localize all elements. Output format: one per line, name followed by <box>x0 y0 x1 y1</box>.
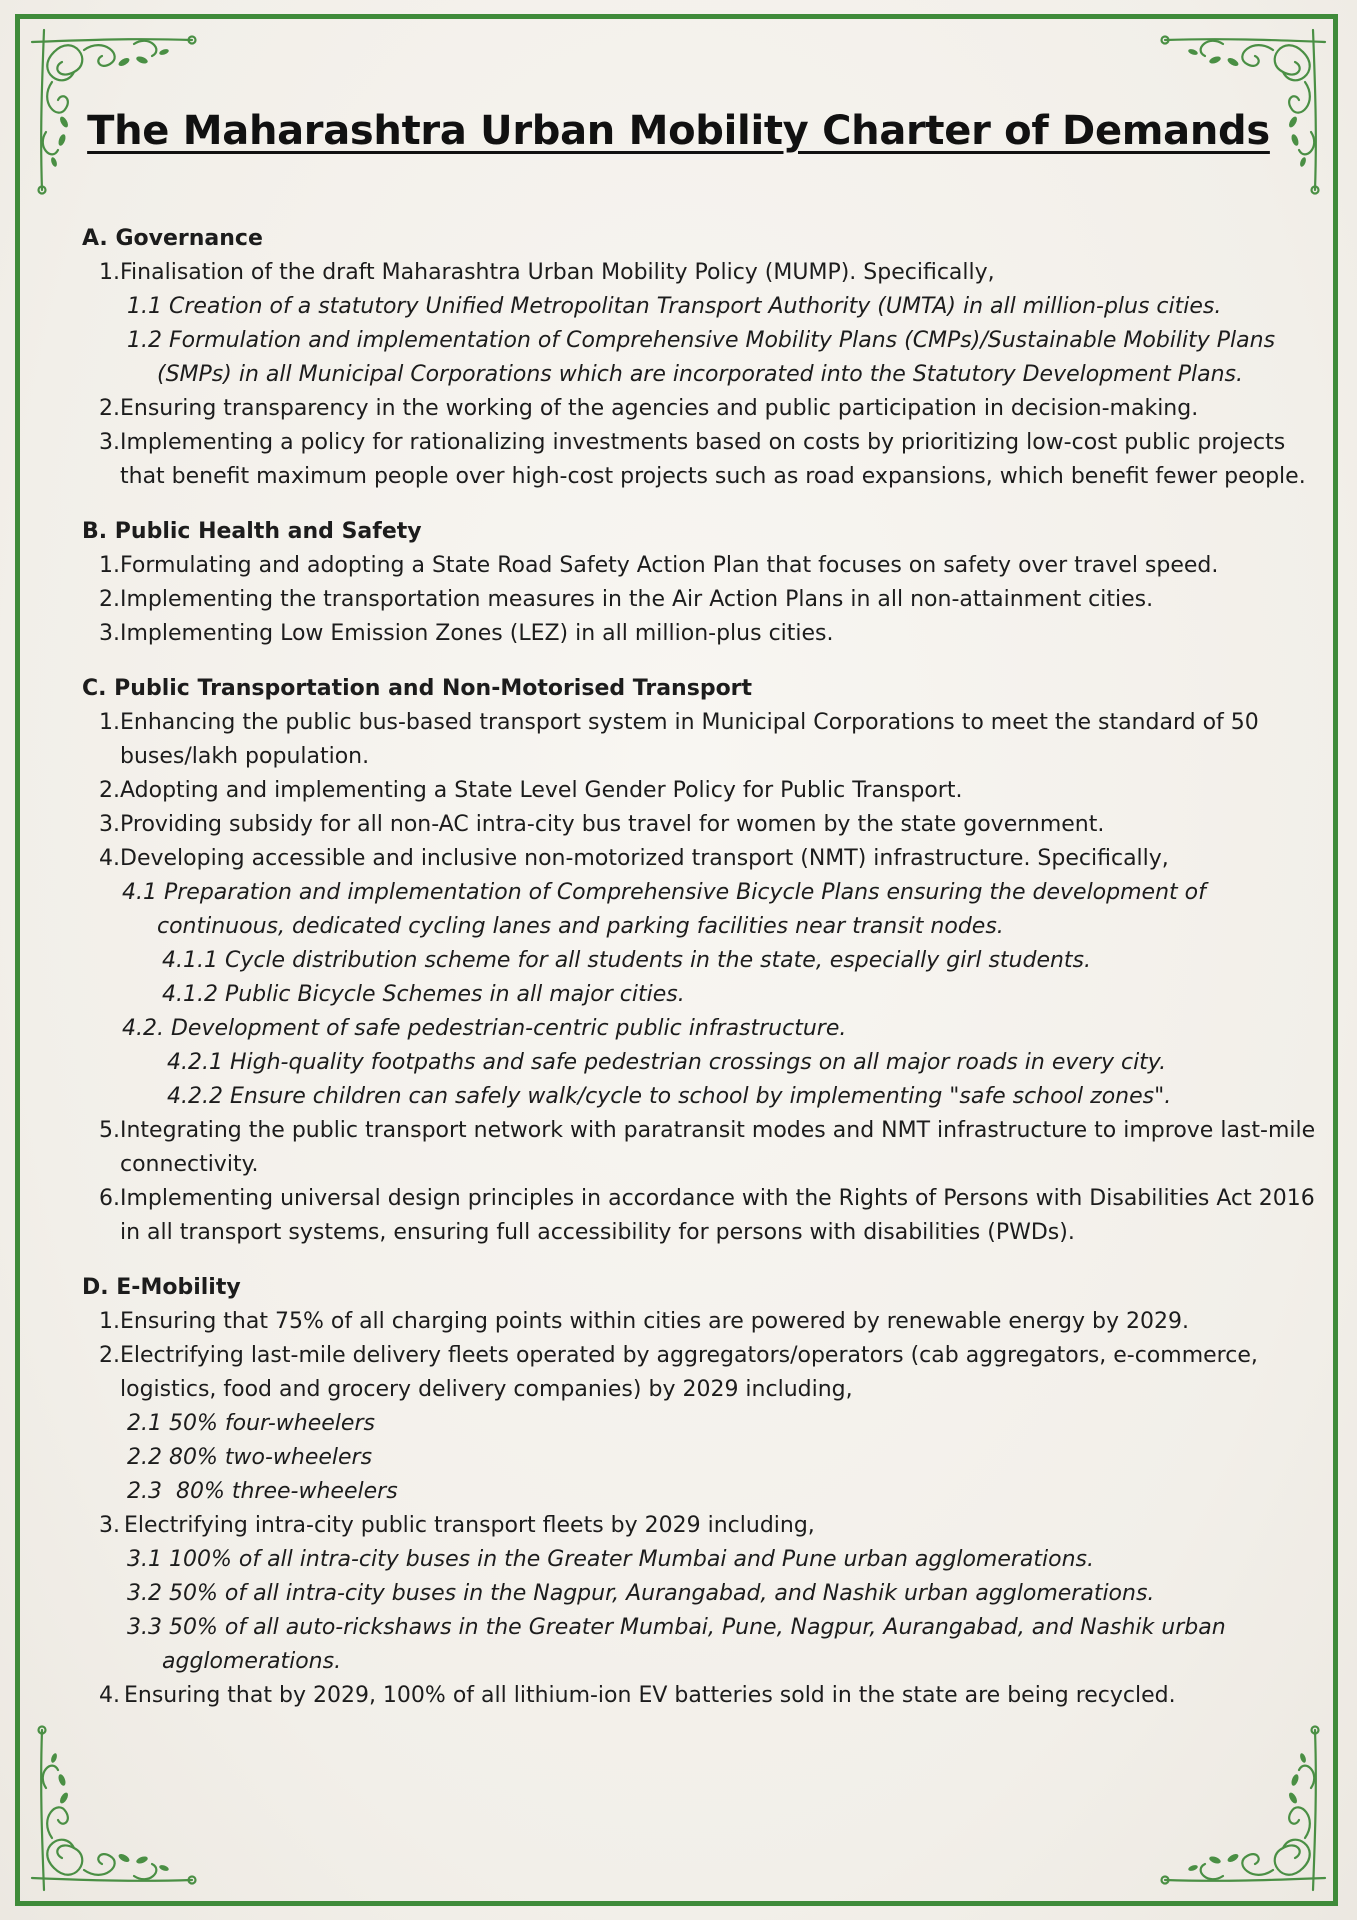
section-governance <box>82 222 1327 494</box>
item-text: Finalisation of the draft Maharashtra Urban Mobility Policy (MUMP). Specifically, <box>120 260 995 285</box>
item-number: 2. <box>99 778 120 803</box>
sub-item: 2.2 80% two-wheelers <box>127 1445 373 1470</box>
item-number: 3. <box>99 812 120 837</box>
sub-item: 1.1 Creation of a statutory Unified Metropolitan Transport Authority (UMTA) in all million-plus cities. <box>127 294 1222 319</box>
sub-item-continuation: continuous, dedicated cycling lanes and parking facilities near transit nodes. <box>157 914 1004 939</box>
sub-item-continuation: (SMPs) in all Municipal Corporations which are incorporated into the Statutory Development Plans. <box>157 362 1243 387</box>
item-number: 2. <box>99 396 120 421</box>
sub-item: 3.3 50% of all auto-rickshaws in the Greater Mumbai, Pune, Nagpur, Aurangabad, and Nashik urban <box>127 1615 1226 1640</box>
floral-corner-ornament-icon <box>24 1718 204 1898</box>
item-text: Ensuring that 75% of all charging points within cities are powered by renewable energy by 2029. <box>120 1309 1189 1334</box>
sub-sub-item: 4.2.2 Ensure children can safely walk/cycle to school by implementing "safe school zones". <box>167 1084 1172 1109</box>
charter-content <box>82 222 1327 1734</box>
floral-corner-ornament-icon <box>1153 1718 1333 1898</box>
sub-item: 3.2 50% of all intra-city buses in the Nagpur, Aurangabad, and Nashik urban agglomerations. <box>127 1581 1155 1606</box>
sub-item: 2.1 50% four-wheelers <box>127 1411 375 1436</box>
section-public-transport <box>82 672 1327 1250</box>
sub-sub-item: 4.1.2 Public Bicycle Schemes in all major cities. <box>162 982 685 1007</box>
item-text: Electrifying intra-city public transport fleets by 2029 including, <box>124 1513 815 1538</box>
section-heading: B. Public Health and Safety <box>82 519 422 544</box>
item-text: Providing subsidy for all non-AC intra-city bus travel for women by the state government. <box>120 812 1105 837</box>
list-item <box>82 706 1327 774</box>
item-text: Electrifying last-mile delivery fleets operated by aggregators/operators (cab aggregators, e-commerce, logistics, food and grocery delivery companies) by 2029 including, <box>120 1343 1258 1402</box>
item-text: Developing accessible and inclusive non-motorized transport (NMT) infrastructure. Specifically, <box>120 846 1169 871</box>
section-heading: D. E-Mobility <box>82 1275 241 1300</box>
list-item <box>82 426 1327 494</box>
item-number: 1. <box>99 553 120 578</box>
list-item <box>82 774 1327 808</box>
item-number: 4. <box>99 1683 120 1708</box>
sub-item: 4.2. Development of safe pedestrian-centric public infrastructure. <box>122 1016 847 1041</box>
item-number: 3. <box>99 1513 120 1538</box>
item-text: Integrating the public transport network with paratransit modes and NMT infrastructure to improve last-mile connectivity. <box>120 1118 1316 1177</box>
section-heading: C. Public Transportation and Non-Motorised Transport <box>82 676 753 701</box>
list-item <box>82 1182 1327 1250</box>
item-text: Implementing the transportation measures in the Air Action Plans in all non-attainment cities. <box>120 587 1154 612</box>
item-text: Ensuring transparency in the working of the agencies and public participation in decision-making. <box>120 396 1199 421</box>
list-item <box>82 1509 1327 1543</box>
section-e-mobility <box>82 1271 1327 1713</box>
sub-item-continuation: agglomerations. <box>162 1649 342 1674</box>
sub-sub-item: 4.1.1 Cycle distribution scheme for all students in the state, especially girl students. <box>162 948 1092 973</box>
sub-item: 2.3 80% three-wheelers <box>127 1479 398 1504</box>
item-number: 6. <box>99 1186 120 1211</box>
item-number: 2. <box>99 587 120 612</box>
sub-item: 4.1 Preparation and implementation of Comprehensive Bicycle Plans ensuring the development of <box>122 880 1206 905</box>
item-number: 1. <box>99 1309 120 1334</box>
list-item <box>82 808 1327 842</box>
item-number: 3. <box>99 430 120 455</box>
item-text: Implementing Low Emission Zones (LEZ) in all million-plus cities. <box>120 621 834 646</box>
item-text: Formulating and adopting a State Road Safety Action Plan that focuses on safety over travel speed. <box>120 553 1219 578</box>
item-text: Enhancing the public bus-based transport system in Municipal Corporations to meet the standard of 50 buses/lakh population. <box>120 710 1259 769</box>
item-number: 2. <box>99 1343 120 1368</box>
page-title: The Maharashtra Urban Mobility Charter of Demands <box>87 108 1270 154</box>
section-heading: A. Governance <box>82 226 263 251</box>
item-text: Ensuring that by 2029, 100% of all lithium-ion EV batteries sold in the state are being recycled. <box>124 1683 1176 1708</box>
list-item <box>82 1114 1327 1182</box>
item-text: Adopting and implementing a State Level Gender Policy for Public Transport. <box>120 778 963 803</box>
list-item <box>82 842 1327 876</box>
item-number: 4. <box>99 846 120 871</box>
list-item <box>82 392 1327 426</box>
list-item <box>82 256 1327 290</box>
list-item <box>82 549 1327 583</box>
item-number: 3. <box>99 621 120 646</box>
item-text: Implementing a policy for rationalizing investments based on costs by prioritizing low-cost public projects that benefit maximum people over high-cost projects such as road expansions, which benefit fewer people. <box>120 430 1306 489</box>
list-item <box>82 583 1327 617</box>
sub-item: 3.1 100% of all intra-city buses in the Greater Mumbai and Pune urban agglomerations. <box>127 1547 1094 1572</box>
item-number: 1. <box>99 710 120 735</box>
item-number: 1. <box>99 260 120 285</box>
section-public-health <box>82 515 1327 651</box>
list-item <box>82 1339 1327 1407</box>
list-item <box>82 617 1327 651</box>
item-number: 5. <box>99 1118 120 1143</box>
list-item <box>82 1679 1327 1713</box>
list-item <box>82 1305 1327 1339</box>
sub-item: 1.2 Formulation and implementation of Comprehensive Mobility Plans (CMPs)/Sustainable Mobility Plans <box>127 328 1276 353</box>
sub-sub-item: 4.2.1 High-quality footpaths and safe pedestrian crossings on all major roads in every city. <box>167 1050 1167 1075</box>
item-text: Implementing universal design principles in accordance with the Rights of Persons with Disabilities Act 2016 in all transport systems, ensuring full accessibility for persons with disabilities (PWDs). <box>120 1186 1315 1245</box>
